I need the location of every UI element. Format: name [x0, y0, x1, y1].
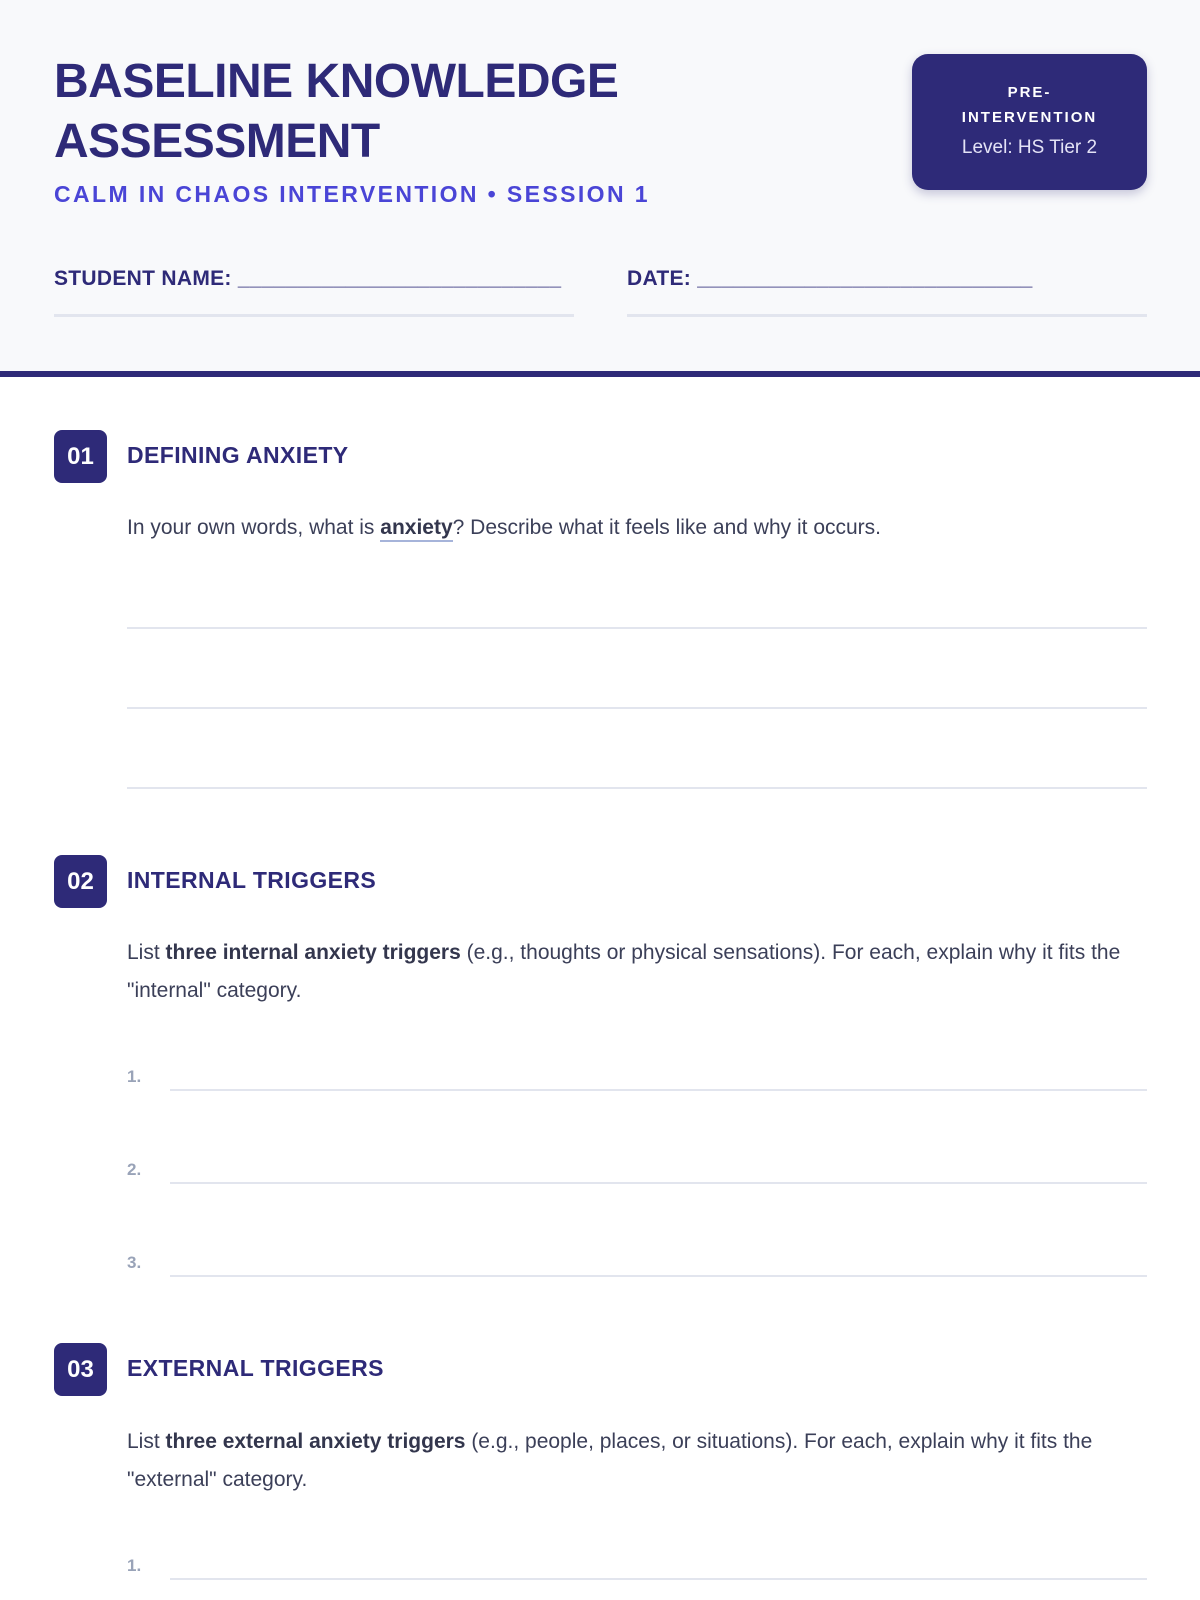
section-prompt [127, 934, 1147, 1010]
section-title: DEFINING ANXIETY [127, 442, 349, 468]
answer-line[interactable] [127, 787, 1147, 789]
answer-line[interactable] [127, 627, 1147, 629]
item-number: 2. [127, 1160, 142, 1179]
answer-line[interactable] [170, 1182, 1147, 1184]
answer-line[interactable] [170, 1578, 1147, 1580]
item-number: 1. [127, 1556, 142, 1575]
prompt-text: In your own words, what is [127, 516, 381, 539]
student-name-field[interactable]: STUDENT NAME: ___________________________ [54, 267, 574, 317]
section-title: EXTERNAL TRIGGERS [127, 1355, 384, 1381]
assessment-header [0, 0, 1200, 377]
intervention-badge [912, 54, 1147, 190]
page-subtitle: CALM IN CHAOS INTERVENTION • SESSION 1 [54, 181, 650, 207]
badge-level: Level: HS Tier 2 [961, 137, 1098, 158]
section-number: 03 [54, 1343, 107, 1396]
section-number: 02 [54, 855, 107, 908]
section-number: 01 [54, 430, 107, 483]
item-number: 1. [127, 1067, 142, 1086]
prompt-text: List [127, 941, 166, 964]
section-prompt [127, 1423, 1147, 1499]
item-number: 3. [127, 1253, 142, 1272]
prompt-keyword: three external anxiety triggers [165, 1430, 466, 1453]
prompt-text: List [127, 1430, 166, 1453]
prompt-text: ? Describe what it feels like and why it occurs. [452, 516, 882, 539]
prompt-keyword: anxiety [380, 516, 452, 542]
prompt-keyword: three internal anxiety triggers [165, 941, 461, 964]
section-title: INTERNAL TRIGGERS [127, 867, 377, 893]
answer-line[interactable] [170, 1089, 1147, 1091]
page-title: BASELINE KNOWLEDGE ASSESSMENT [54, 55, 619, 168]
answer-line[interactable] [127, 707, 1147, 709]
badge-tag: PRE-INTERVENTION [961, 84, 1098, 126]
answer-line[interactable] [170, 1275, 1147, 1277]
section-prompt [127, 509, 1147, 547]
date-field[interactable]: DATE: ____________________________ [627, 267, 1147, 317]
prompt-text: (e.g., thoughts or physical sensations). For each, explain why it fits the "internal" category. [127, 941, 1121, 1002]
prompt-text: (e.g., people, places, or situations). For each, explain why it fits the "external" category. [127, 1430, 1093, 1491]
